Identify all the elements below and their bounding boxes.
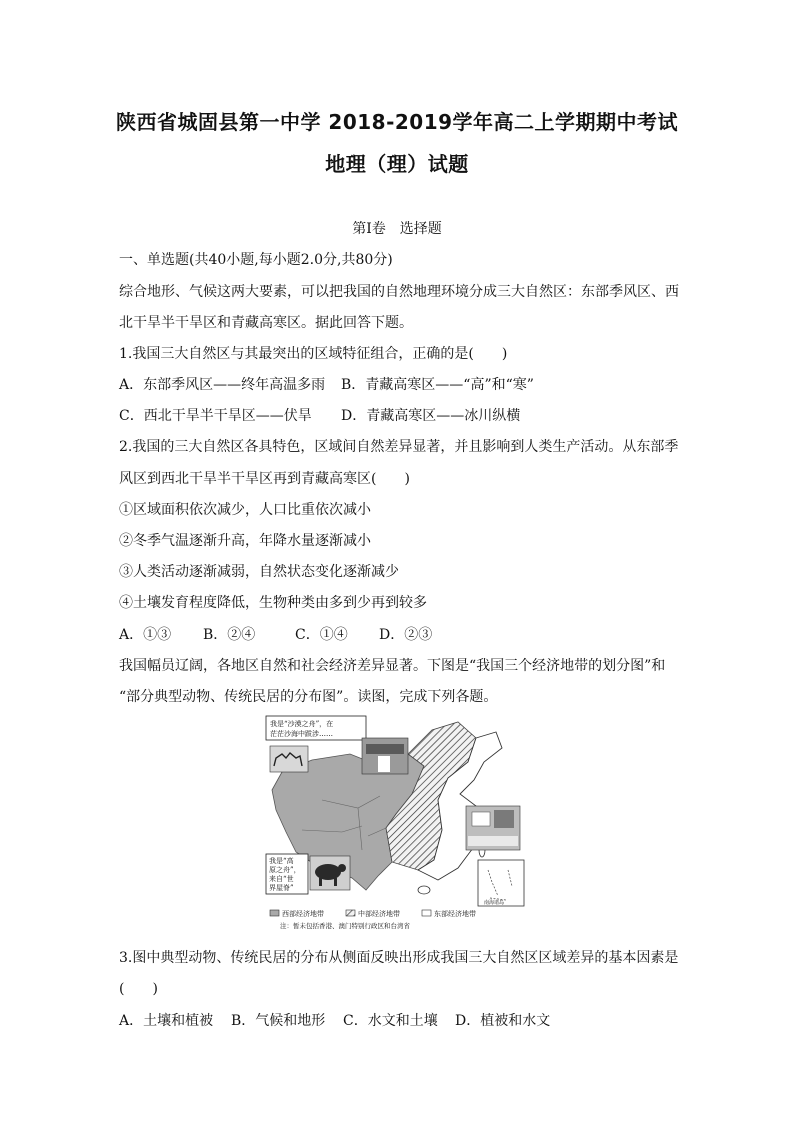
map-legend [270, 909, 476, 918]
south-china-sea-inset [478, 860, 524, 906]
q2-option-a: A．①③ [119, 627, 172, 643]
intro1-line1: 综合地形、气候这两大要素，可以把我国的自然地理环境分成三大自然区：东部季风区、西 [119, 284, 679, 300]
q1-options-row1 [119, 374, 534, 394]
inset-label: 南海诸岛 [484, 900, 505, 906]
yak-caption-line1: 我是“高 [269, 857, 294, 865]
legend-central: 中部经济地带 [358, 910, 400, 918]
intro2-line1: 我国幅员辽阔，各地区自然和社会经济差异显著。下图是“我国三个经济地带的划分图”和 [119, 658, 666, 674]
q2-stem-line2: 风区到西北干旱半干旱区再到青藏高寒区( ) [119, 471, 410, 487]
q2-option-b: B．②④ [203, 627, 256, 643]
q2-stem-line1: 2.我国的三大自然区各具特色，区域间自然差异显著，并且影响到人类生产活动。从东部季 [119, 439, 679, 455]
q1-options-row2 [119, 405, 520, 425]
q3-stem-line2: ( ) [119, 981, 158, 997]
yak-photo [310, 856, 350, 890]
intro2-line2: “部分典型动物、传统民居的分布图”。读图，完成下列各题。 [119, 689, 498, 705]
section-title: 第Ⅰ卷 选择题 [352, 221, 442, 237]
yak-caption-line4: 界屋脊” [269, 884, 294, 892]
part-heading: 一、单选题(共40小题,每小题2.0分,共80分) [119, 252, 393, 268]
q1-option-c: C．西北干旱半干旱区——伏旱 [119, 408, 312, 424]
yak-caption-line2: 原之舟”， [269, 866, 301, 874]
title-line-2: 地理（理）试题 [325, 152, 469, 176]
intro1-line2: 北干旱半干旱区和青藏高寒区。据此回答下题。 [119, 315, 413, 331]
q2-option-d: D．②③ [379, 627, 433, 643]
q1-option-b: B．青藏高寒区——“高”和“寒” [341, 377, 534, 393]
q2-item-3: ③人类活动逐渐减弱，自然状态变化逐渐减少 [119, 564, 399, 580]
camel-photo [270, 746, 308, 772]
china-economic-zones-map [262, 710, 532, 932]
q2-item-1: ①区域面积依次减少，人口比重依次减小 [119, 502, 371, 518]
siheyuan-photo [362, 738, 408, 774]
q2-item-4: ④土壤发育程度降低，生物种类由多到少再到较多 [119, 595, 427, 611]
q3-stem-line1: 3.图中典型动物、传统民居的分布从侧面反映出形成我国三大自然区区域差异的基本因素是 [119, 950, 679, 966]
q3-option-a: A．土壤和植被 [119, 1013, 214, 1029]
q3-option-b: B．气候和地形 [231, 1013, 326, 1029]
legend-west: 西部经济地带 [282, 910, 324, 918]
q3-option-d: D．植被和水文 [455, 1013, 551, 1029]
q1-option-a: A．东部季风区——终年高温多雨 [119, 377, 326, 393]
q2-option-c: C．①④ [295, 627, 348, 643]
yak-caption-line3: 来自“世 [269, 875, 294, 883]
q2-item-2: ②冬季气温逐渐升高，年降水量逐渐减小 [119, 533, 371, 549]
q3-option-c: C．水文和土壤 [343, 1013, 438, 1029]
camel-caption-line2: 茫茫沙海中跋涉…… [270, 730, 333, 738]
q3-options [119, 1010, 550, 1030]
camel-caption-line1: 我是“沙漠之舟”，在 [270, 720, 334, 728]
q2-options [119, 624, 432, 644]
q1-option-d: D．青藏高寒区——冰川纵横 [341, 408, 521, 424]
map-note: 注：暂未包括香港、澳门特别行政区和台湾省 [280, 922, 410, 930]
water-town-photo [466, 806, 520, 850]
legend-east: 东部经济地带 [434, 910, 476, 918]
title-line-1: 陕西省城固县第一中学 2018-2019学年高二上学期期中考试 [115, 110, 679, 134]
q1-stem: 1.我国三大自然区与其最突出的区域特征组合，正确的是( ) [119, 346, 508, 362]
